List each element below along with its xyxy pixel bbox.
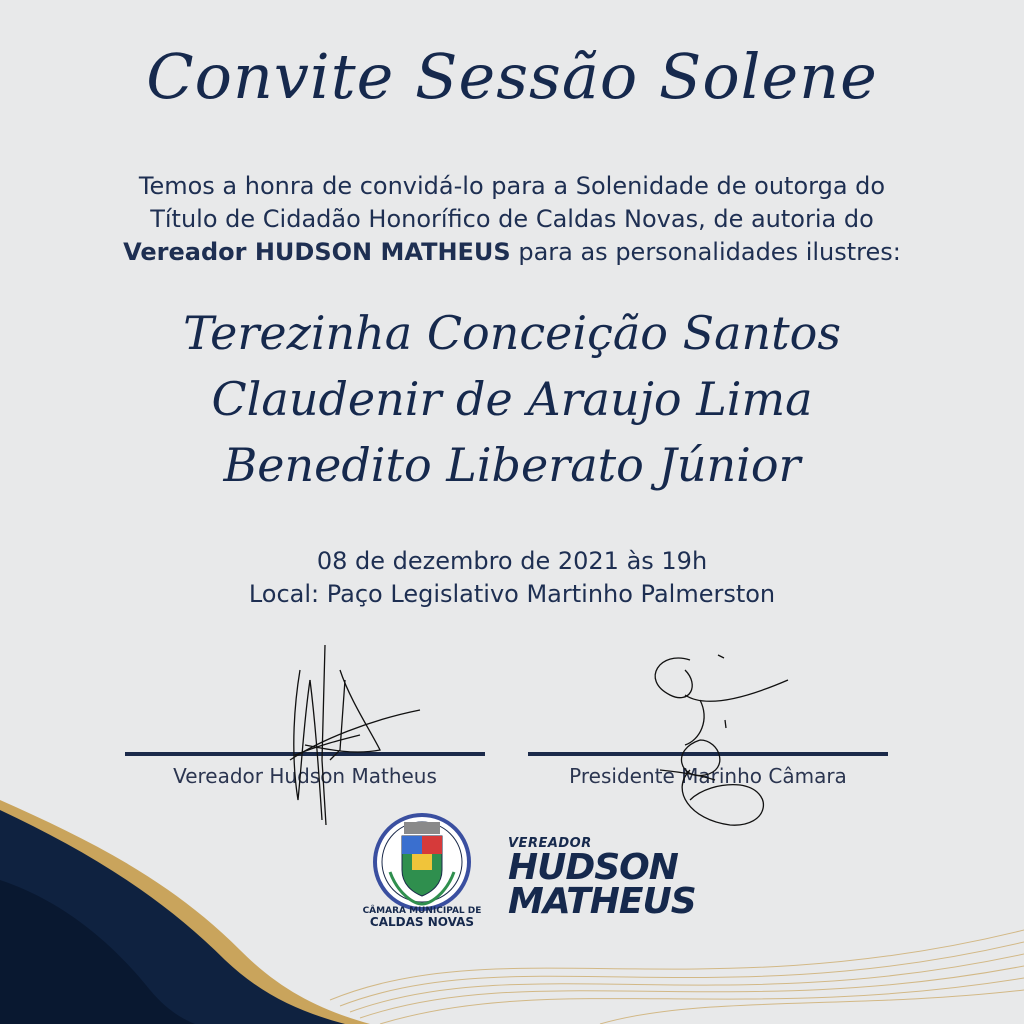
signature-label-left: Vereador Hudson Matheus xyxy=(173,764,437,788)
brand-name-1: HUDSON xyxy=(508,847,678,888)
signature-right xyxy=(640,640,800,830)
brand-small-text: VEREADOR xyxy=(508,836,592,851)
event-details xyxy=(0,545,1024,611)
vereador-brand-logo xyxy=(508,836,696,922)
intro-text xyxy=(60,170,964,269)
intro-line-3-rest: para as personalidades ilustres: xyxy=(510,238,901,266)
event-date: 08 de dezembro de 2021 às 19h xyxy=(316,547,708,575)
invitation-title: Convite Sessão Solene xyxy=(146,40,878,113)
author-name: Vereador HUDSON MATHEUS xyxy=(123,238,511,266)
signature-left xyxy=(260,640,440,840)
event-location: Local: Paço Legislativo Martinho Palmerston xyxy=(248,580,776,608)
signature-label-right: Presidente Marinho Câmara xyxy=(569,764,847,788)
honorees-list xyxy=(0,300,1024,498)
honoree-name: Benedito Liberato Júnior xyxy=(223,438,801,492)
chamber-caption xyxy=(355,906,489,928)
honoree-name: Claudenir de Araujo Lima xyxy=(211,372,813,426)
intro-line-1: Temos a honra de convidá-lo para a Solenidade de outorga do xyxy=(138,172,886,200)
intro-line-3 xyxy=(60,236,964,269)
chamber-caption-line-1: CÂMARA MUNICIPAL DE xyxy=(362,906,482,916)
intro-line-2: Título de Cidadão Honorífico de Caldas Novas, de autoria do xyxy=(150,205,874,233)
chamber-caption-line-2: CALDAS NOVAS xyxy=(369,915,475,929)
honoree-name: Terezinha Conceição Santos xyxy=(183,306,841,360)
brand-name-2: MATHEUS xyxy=(508,881,696,922)
